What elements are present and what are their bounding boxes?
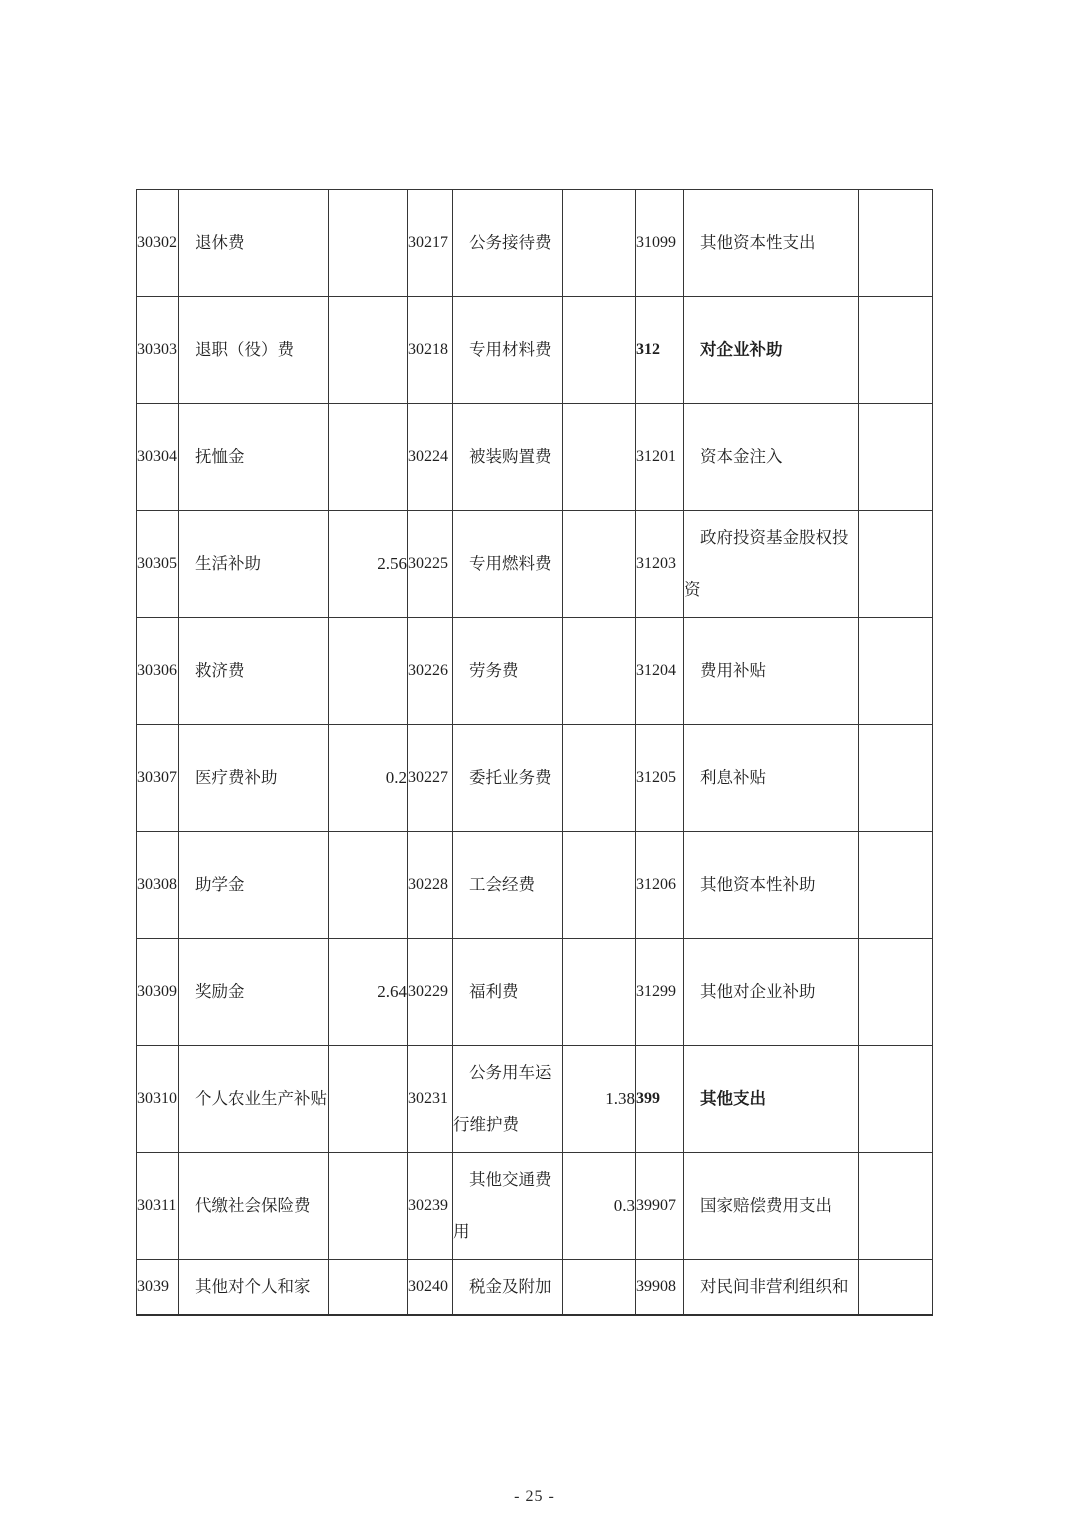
name-cell-group3: 其他支出 [684,1046,859,1153]
table-row [137,1260,933,1315]
value-cell-group1 [329,832,408,939]
code-cell-group2: 30229 [408,939,453,1046]
table-row [137,190,933,297]
name-cell-group2: 工会经费 [453,832,563,939]
name-cell-group2: 其他交通费用 [453,1153,563,1260]
name-cell-group3: 国家赔偿费用支出 [684,1153,859,1260]
name-cell-group1: 救济费 [179,618,329,725]
table-row [137,404,933,511]
value-cell-group2 [563,939,636,1046]
code-cell-group3: 31205 [636,725,684,832]
code-cell-group2: 30227 [408,725,453,832]
name-cell-group2: 劳务费 [453,618,563,725]
table-row [137,725,933,832]
value-cell-group1 [329,404,408,511]
code-cell-group3: 31204 [636,618,684,725]
code-cell-group3: 39907 [636,1153,684,1260]
table-row [137,939,933,1046]
name-cell-group1: 退休费 [179,190,329,297]
value-cell-group3 [859,939,933,1046]
name-cell-group1: 抚恤金 [179,404,329,511]
value-cell-group3 [859,1046,933,1153]
value-cell-group1 [329,618,408,725]
code-cell-group1: 30305 [137,511,179,618]
table-row [137,618,933,725]
code-cell-group1: 30311 [137,1153,179,1260]
value-cell-group2 [563,1260,636,1315]
code-cell-group3: 39908 [636,1260,684,1315]
name-cell-group1: 退职（役）费 [179,297,329,404]
budget-classification-table [136,189,933,1316]
value-cell-group1 [329,190,408,297]
name-cell-group2: 专用燃料费 [453,511,563,618]
value-cell-group2 [563,404,636,511]
value-cell-group2 [563,297,636,404]
code-cell-group2: 30239 [408,1153,453,1260]
name-cell-group3: 政府投资基金股权投资 [684,511,859,618]
name-cell-group1: 代缴社会保险费 [179,1153,329,1260]
table-row [137,832,933,939]
code-cell-group3: 31099 [636,190,684,297]
name-cell-group2: 公务接待费 [453,190,563,297]
name-cell-group2: 委托业务费 [453,725,563,832]
value-cell-group3 [859,832,933,939]
code-cell-group3: 31201 [636,404,684,511]
code-cell-group3: 31206 [636,832,684,939]
name-cell-group3: 其他资本性支出 [684,190,859,297]
code-cell-group3: 31203 [636,511,684,618]
value-cell-group2: 0.3 [563,1153,636,1260]
value-cell-group2 [563,832,636,939]
value-cell-group3 [859,511,933,618]
value-cell-group1 [329,297,408,404]
code-cell-group3: 31299 [636,939,684,1046]
code-cell-group2: 30224 [408,404,453,511]
name-cell-group2: 福利费 [453,939,563,1046]
code-cell-group2: 30217 [408,190,453,297]
name-cell-group2: 公务用车运行维护费 [453,1046,563,1153]
value-cell-group3 [859,725,933,832]
code-cell-group1: 30306 [137,618,179,725]
code-cell-group1: 30304 [137,404,179,511]
code-cell-group1: 3039 [137,1260,179,1315]
value-cell-group1 [329,1046,408,1153]
name-cell-group3: 费用补贴 [684,618,859,725]
name-cell-group1: 助学金 [179,832,329,939]
value-cell-group1 [329,1260,408,1315]
name-cell-group3: 对民间非营利组织和 [684,1260,859,1315]
name-cell-group1: 其他对个人和家 [179,1260,329,1315]
value-cell-group1: 2.56 [329,511,408,618]
page-number: - 25 - [514,1488,555,1505]
value-cell-group1: 0.2 [329,725,408,832]
name-cell-group2: 被装购置费 [453,404,563,511]
value-cell-group2 [563,725,636,832]
name-cell-group3: 其他资本性补助 [684,832,859,939]
code-cell-group2: 30225 [408,511,453,618]
value-cell-group1: 2.64 [329,939,408,1046]
value-cell-group3 [859,1260,933,1315]
value-cell-group3 [859,618,933,725]
table-row [137,1153,933,1260]
name-cell-group2: 税金及附加 [453,1260,563,1315]
code-cell-group2: 30228 [408,832,453,939]
name-cell-group2: 专用材料费 [453,297,563,404]
code-cell-group1: 30310 [137,1046,179,1153]
value-cell-group2 [563,511,636,618]
name-cell-group1: 奖励金 [179,939,329,1046]
name-cell-group1: 医疗费补助 [179,725,329,832]
value-cell-group2 [563,618,636,725]
code-cell-group1: 30303 [137,297,179,404]
name-cell-group1: 生活补助 [179,511,329,618]
code-cell-group2: 30218 [408,297,453,404]
table-row [137,297,933,404]
value-cell-group3 [859,404,933,511]
value-cell-group3 [859,297,933,404]
table-row [137,511,933,618]
code-cell-group1: 30308 [137,832,179,939]
value-cell-group1 [329,1153,408,1260]
code-cell-group3: 399 [636,1046,684,1153]
name-cell-group1: 个人农业生产补贴 [179,1046,329,1153]
name-cell-group3: 资本金注入 [684,404,859,511]
code-cell-group1: 30302 [137,190,179,297]
code-cell-group2: 30240 [408,1260,453,1315]
value-cell-group3 [859,190,933,297]
value-cell-group2: 1.38 [563,1046,636,1153]
value-cell-group3 [859,1153,933,1260]
code-cell-group1: 30309 [137,939,179,1046]
code-cell-group2: 30231 [408,1046,453,1153]
budget-table-body [137,190,933,1315]
code-cell-group3: 312 [636,297,684,404]
code-cell-group1: 30307 [137,725,179,832]
name-cell-group3: 利息补贴 [684,725,859,832]
name-cell-group3: 其他对企业补助 [684,939,859,1046]
name-cell-group3: 对企业补助 [684,297,859,404]
value-cell-group2 [563,190,636,297]
code-cell-group2: 30226 [408,618,453,725]
table-row [137,1046,933,1153]
